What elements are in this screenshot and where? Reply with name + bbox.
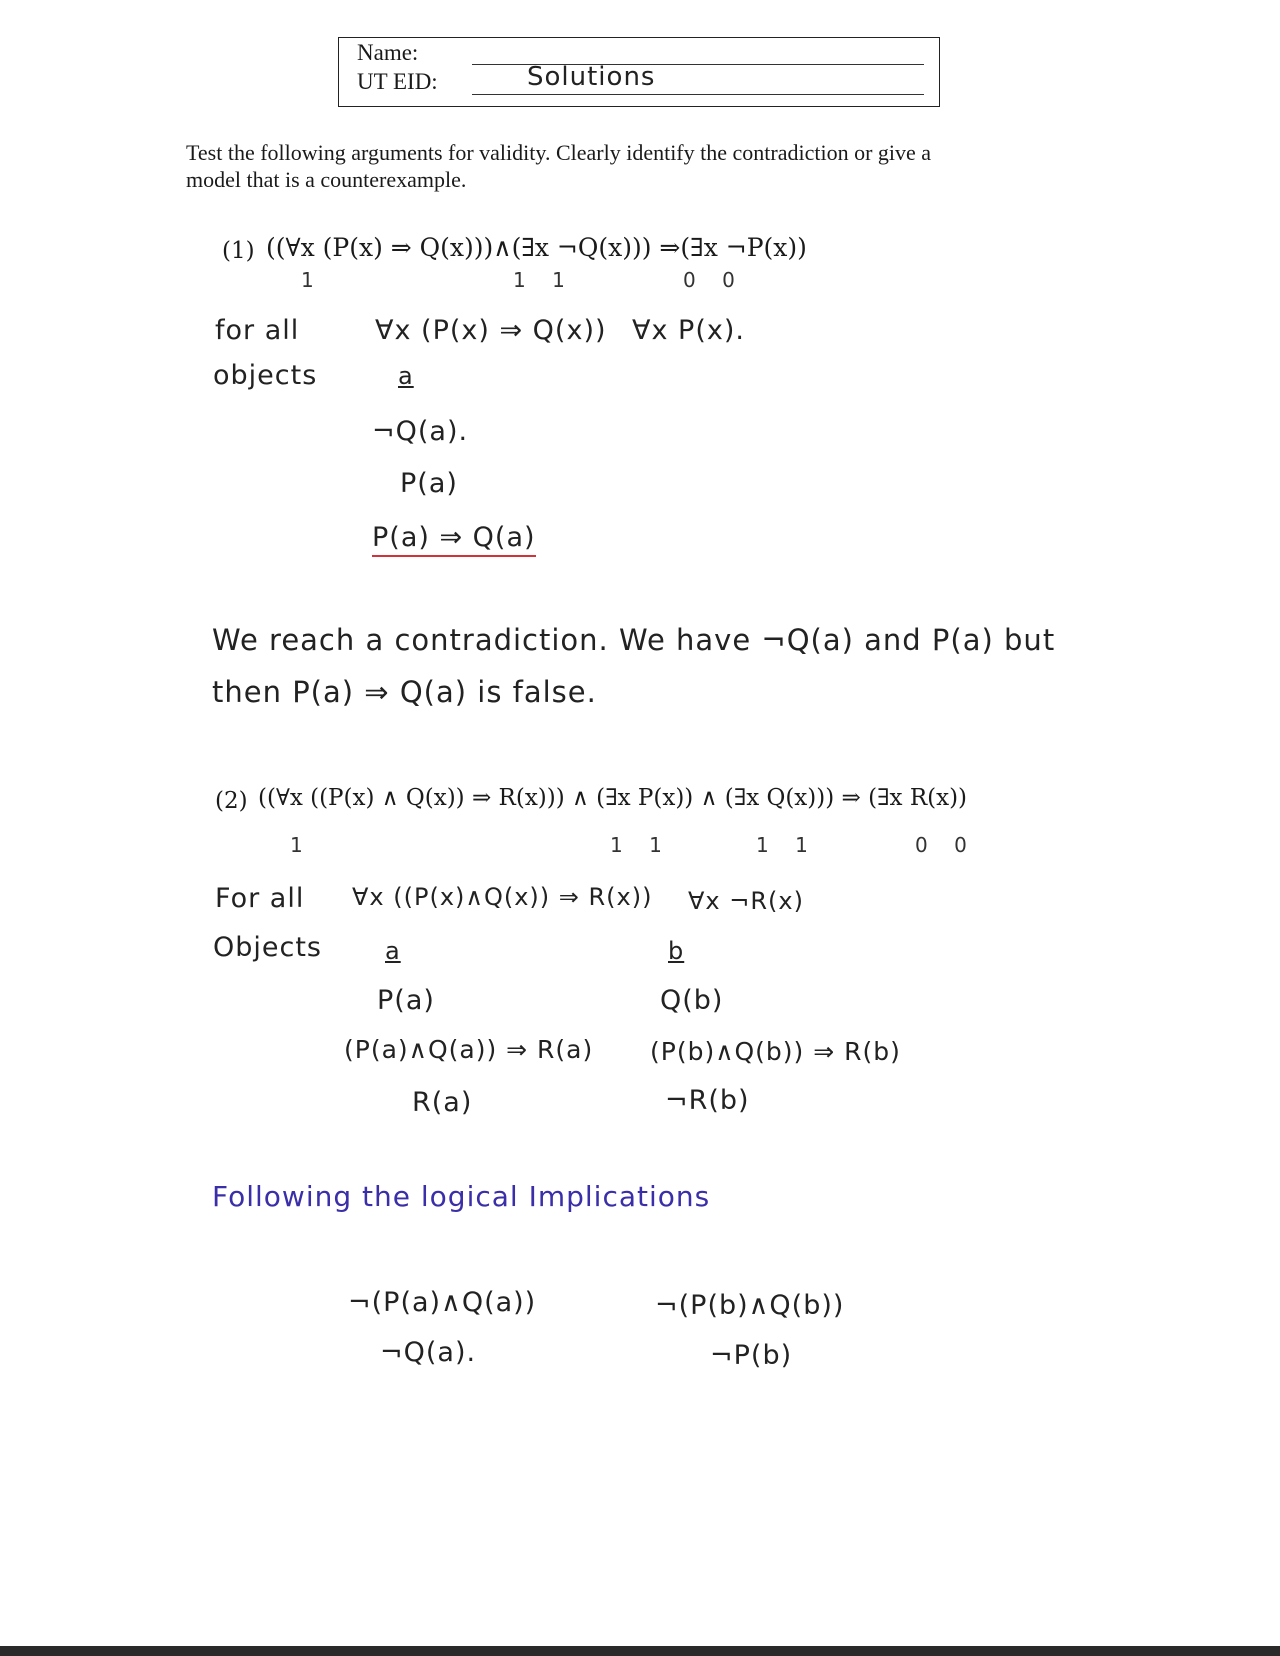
problem-2-formula: ((∀x ((P(x) ∧ Q(x)) ⇒ R(x))) ∧ (∃x P(x)) ∧ (∃x Q(x))) ⇒ (∃x R(x)) (258, 785, 968, 811)
problem-2-implication-b-2: ¬P(b) (710, 1340, 793, 1371)
scan-bottom-edge (0, 1646, 1280, 1656)
problem-1-marks-left: 1 (301, 268, 324, 292)
problem-1-step-1: ¬Q(a). (372, 416, 469, 447)
problem-1-step-3: P(a) ⇒ Q(a) (372, 522, 536, 557)
problem-2-implication-a-2: ¬Q(a). (380, 1337, 477, 1368)
eid-value: Solutions (527, 62, 656, 92)
problem-2-premise: ∀x ((P(x)∧Q(x)) ⇒ R(x)) (352, 883, 653, 911)
problem-2-marks-d: 0 0 (915, 833, 977, 857)
problem-2-marks-c: 1 1 (756, 833, 818, 857)
problem-2-for-all: For all (215, 883, 305, 914)
problem-2-objects: Objects (213, 932, 323, 963)
problem-1-for-all: for all (215, 315, 300, 346)
problem-1-formula: ((∀x (P(x) ⇒ Q(x)))∧(∃x ¬Q(x))) ⇒(∃x ¬P(x)) (266, 233, 807, 262)
problem-2-marks-b: 1 1 (610, 833, 672, 857)
problem-1-step-2: P(a) (400, 468, 458, 499)
problem-2-implication-a-1: ¬(P(a)∧Q(a)) (348, 1287, 537, 1318)
problem-1-number: (1) (222, 238, 255, 264)
problem-1-marks-mid: 1 1 (513, 268, 575, 292)
eid-label: UT EID: (357, 69, 438, 94)
problem-2-object-a: a (385, 937, 401, 965)
problem-1-premise: ∀x (P(x) ⇒ Q(x)) (375, 315, 607, 346)
problem-1-negated-conclusion: ∀x P(x). (632, 315, 745, 346)
problem-2-a-step-1: P(a) (377, 985, 435, 1016)
name-label: Name: (357, 40, 419, 65)
problem-1-objects: objects (213, 360, 318, 391)
problem-1-marks-right: 0 0 (683, 268, 745, 292)
problem-2-marks-a: 1 (290, 833, 313, 857)
problem-2-object-b: b (668, 937, 685, 965)
instructions-line-2: model that is a counterexample. (186, 167, 467, 192)
problem-2-a-step-3: R(a) (412, 1087, 473, 1118)
problem-1-conclusion-line-1: We reach a contradiction. We have ¬Q(a) and P(a) but (212, 623, 1056, 657)
problem-2-note: Following the logical Implications (212, 1180, 711, 1213)
problem-2-b-step-2: (P(b)∧Q(b)) ⇒ R(b) (650, 1037, 901, 1066)
problem-2-number: (2) (215, 788, 248, 814)
problem-2-negated-conclusion: ∀x ¬R(x) (688, 887, 804, 915)
problem-1-conclusion-line-2: then P(a) ⇒ Q(a) is false. (212, 675, 597, 709)
problem-2-a-step-2: (P(a)∧Q(a)) ⇒ R(a) (344, 1035, 594, 1064)
problem-2-b-step-3: ¬R(b) (665, 1085, 750, 1116)
problem-2-implication-b-1: ¬(P(b)∧Q(b)) (655, 1290, 845, 1321)
problem-2-b-step-1: Q(b) (660, 985, 724, 1016)
eid-line (472, 94, 924, 95)
problem-1-object-a: a (398, 362, 414, 390)
instructions-line-1: Test the following arguments for validity. Clearly identify the contradiction or give a (186, 140, 932, 165)
